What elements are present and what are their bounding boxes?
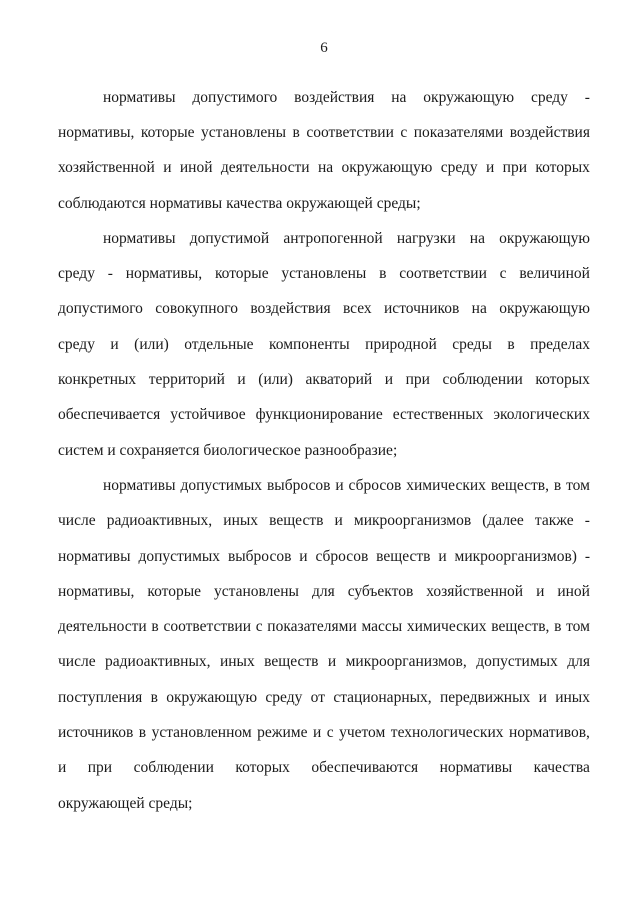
text-line: и при соблюдении которых обеспечиваются нормативы качества: [58, 759, 590, 777]
text-line: нормативы, которые установлены в соответствии с показателями воздействия: [58, 123, 590, 141]
paragraph: [58, 221, 590, 468]
text-line: обеспечивается устойчивое функционирование естественных экологических: [58, 406, 590, 424]
text-line: деятельности в соответствии с показателями массы химических веществ, в том: [58, 618, 590, 636]
text-line: поступления в окружающую среду от стационарных, передвижных и иных: [58, 688, 590, 706]
text-line: систем и сохраняется биологическое разнообразие;: [58, 441, 398, 459]
text-line: нормативы допустимой антропогенной нагрузки на окружающую: [103, 229, 590, 247]
text-line: нормативы, которые установлены для субъектов хозяйственной и иной: [58, 582, 590, 600]
text-line: числе радиоактивных, иных веществ и микроорганизмов, допустимых для: [58, 653, 590, 671]
page-number: 6: [320, 40, 328, 56]
text-line: нормативы допустимых выбросов и сбросов химических веществ, в том: [103, 476, 590, 494]
text-line: конкретных территорий и (или) акваторий и при соблюдении которых: [58, 371, 590, 389]
text-line: соблюдаются нормативы качества окружающей среды;: [58, 194, 421, 212]
text-line: числе радиоактивных, иных веществ и микроорганизмов (далее также -: [58, 512, 590, 530]
text-line: среду и (или) отдельные компоненты природной среды в пределах: [58, 335, 590, 353]
text-line: допустимого совокупного воздействия всех источников на окружающую: [58, 300, 590, 318]
text-line: нормативы допустимого воздействия на окружающую среду -: [103, 88, 590, 106]
text-block: [58, 80, 590, 821]
text-line: хозяйственной и иной деятельности на окружающую среду и при которых: [58, 159, 590, 177]
paragraph: [58, 80, 590, 221]
text-line: среду - нормативы, которые установлены в соответствии с величиной: [58, 265, 590, 283]
text-line: нормативы допустимых выбросов и сбросов веществ и микроорганизмов) -: [58, 547, 590, 565]
text-line: источников в установленном режиме и с учетом технологических нормативов,: [58, 723, 590, 741]
paragraph: [58, 468, 590, 821]
text-line: окружающей среды;: [58, 794, 193, 812]
